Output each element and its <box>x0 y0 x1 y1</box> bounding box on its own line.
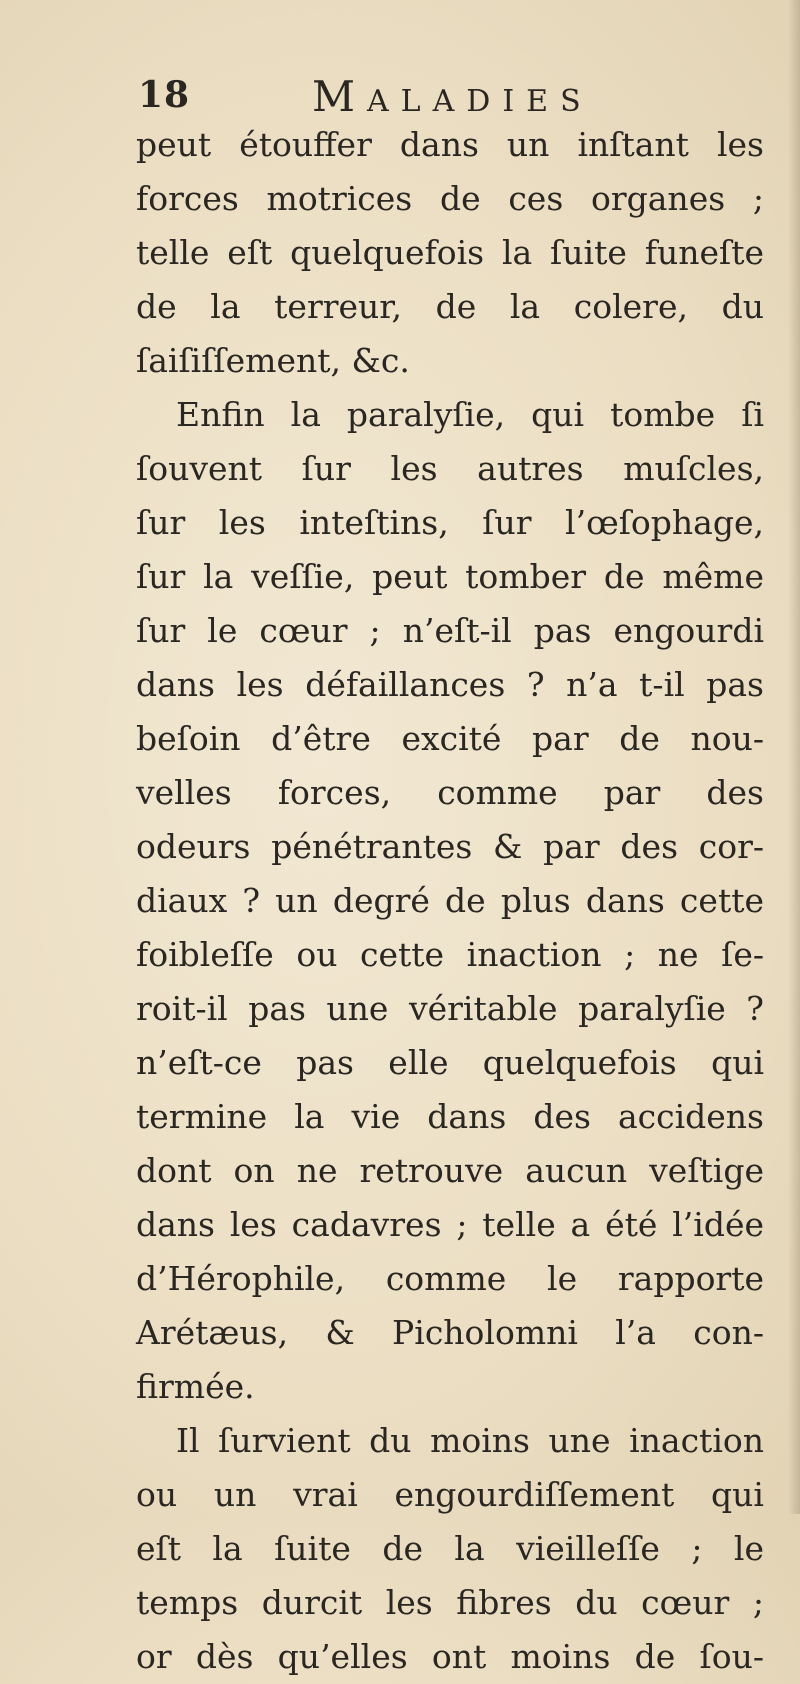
text-line: temps durcit les fibres du cœur ; <box>136 1583 764 1622</box>
text-line: Il ſurvient du moins une inaction <box>176 1421 764 1460</box>
page-edge-shadow <box>788 0 800 1514</box>
text-line: diaux ? un degré de plus dans cette <box>136 881 764 920</box>
text-line: n’eſt-ce pas elle quelquefois qui <box>136 1043 764 1082</box>
text-line: ſouvent ſur les autres muſcles, <box>136 449 764 488</box>
text-line: ou un vrai engourdiſſement qui <box>136 1475 764 1514</box>
text-line: ſaiſiſſement, &c. <box>136 341 410 380</box>
text-line: termine la vie dans des accidens <box>136 1097 764 1136</box>
text-line: d’Hérophile, comme le rapporte <box>136 1259 764 1298</box>
text-line: Enfin la paralyſie, qui tombe ſi <box>176 395 764 434</box>
text-line: roit-il pas une véritable paralyſie ? <box>136 989 764 1028</box>
text-line: beſoin d’être excité par de nou- <box>136 719 764 758</box>
running-title-initial: M <box>312 72 368 121</box>
text-line: dont on ne retrouve aucun veſtige <box>136 1151 764 1190</box>
text-line: peut étouffer dans un inſtant les <box>136 125 764 164</box>
text-line: foibleſſe ou cette inaction ; ne ſe- <box>136 935 764 974</box>
text-line: eſt la ſuite de la vieilleſſe ; le <box>136 1529 764 1568</box>
running-title <box>312 72 593 121</box>
body-text <box>136 118 764 1684</box>
text-line: telle eſt quelquefois la ſuite funeſte <box>136 233 764 272</box>
text-line: dans les défaillances ? n’a t-il pas <box>136 665 764 704</box>
text-line: de la terreur, de la colere, du <box>136 287 764 326</box>
text-line: dans les cadavres ; telle a été l’idée <box>136 1205 764 1244</box>
text-line: ſur la veſſie, peut tomber de même <box>136 557 764 596</box>
text-line: velles forces, comme par des <box>136 773 764 812</box>
text-line: odeurs pénétrantes & par des cor- <box>136 827 764 866</box>
text-line: forces motrices de ces organes ; <box>136 179 764 218</box>
text-line: firmée. <box>136 1367 255 1406</box>
running-title-rest: ALADIES <box>367 84 593 119</box>
text-line: ſur le cœur ; n’eſt-il pas engourdi <box>136 611 764 650</box>
text-line: ſur les inteſtins, ſur l’œſophage, <box>136 503 764 542</box>
page-number: 18 <box>138 74 191 116</box>
text-line: Arétæus, & Picholomni l’a con- <box>136 1313 764 1352</box>
text-line: or dès qu’elles ont moins de ſou- <box>136 1637 764 1676</box>
